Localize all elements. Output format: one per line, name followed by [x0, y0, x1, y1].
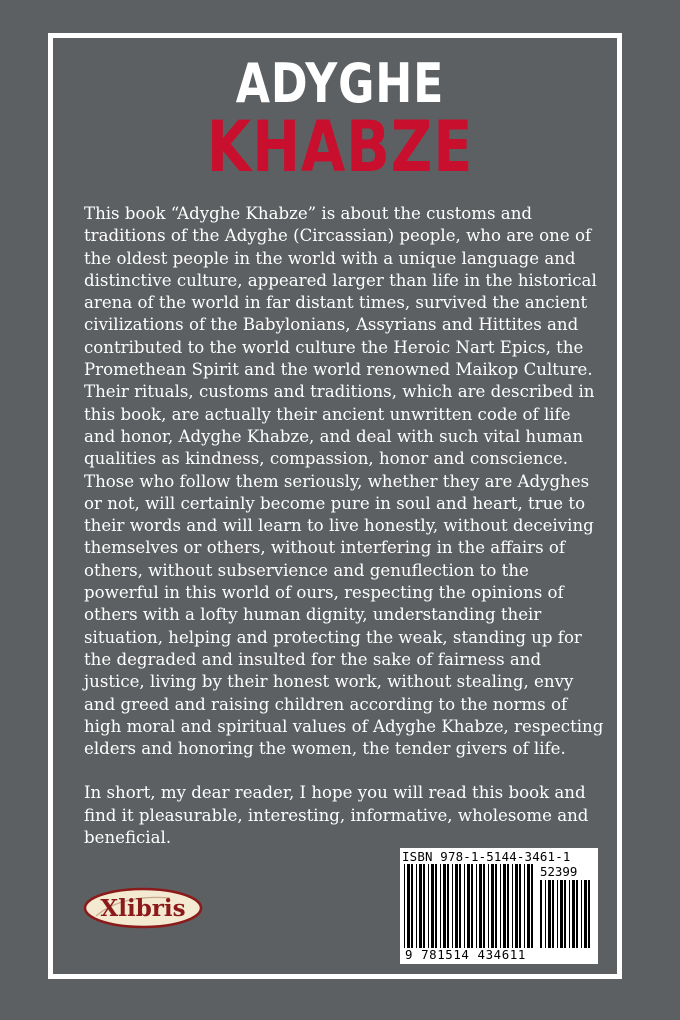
price-barcode	[540, 880, 596, 948]
barcode-bar	[452, 864, 453, 948]
barcode-bar	[443, 864, 446, 948]
barcode-bar	[515, 864, 518, 948]
barcode-bar	[512, 864, 513, 948]
barcode-bar	[557, 880, 558, 948]
description-paragraph-1: This book “Adyghe Khabze” is about the customs and traditions of the Adyghe (Circassian) people, who are one of the oldest people in the world with a unique language and distinctive culture, appeared larger than life in the historical arena of the world in far distant times, survived the ancient civilizations of the Babylonians, Assyrians and Hittites and contributed to the world culture the Heroic Nart Epics, the Promethean Spirit and the world renowned Maikop Culture. Their rituals, customs and traditions, which are described in this book, are actually their ancient unwritten code of life and honor, Adyghe Khabze, and deal with such vital human qualities as kindness, compassion, honor and conscience. Those who follow them seriously, whether they are Adyghes or not, will certainly become pure in soul and heart, true to their words and will learn to live honestly, without deceiving themselves or others, without interfering in the affairs of others, without subservience and genuflection to the powerful in this world of ours, respecting the opinions of others with a lofty human dignity, understanding their situation, helping and protecting the weak, standing up for the degraded and insulted for the sake of fairness and justice, living by their honest work, without stealing, envy and greed and raising children according to the norms of high moral and spiritual values of Adyghe Khabze, respecting elders and honoring the women, the tender givers of life.	[84, 204, 604, 759]
barcode-bar	[464, 864, 465, 948]
price-code: 52399	[540, 864, 578, 879]
barcode-bar	[552, 880, 554, 948]
barcode-bar	[540, 880, 542, 948]
xlibris-logo	[82, 886, 204, 930]
isbn-label: ISBN 978-1-5144-3461-1	[402, 849, 571, 864]
barcode-bar	[488, 864, 489, 948]
barcode-bar	[471, 864, 473, 948]
title-line-adyghe: ADYGHE	[235, 52, 445, 115]
barcode-bar	[416, 864, 417, 948]
barcode-bar	[588, 880, 590, 948]
barcode-bar	[495, 864, 497, 948]
barcode-bar	[581, 880, 582, 948]
barcode-bar	[503, 864, 506, 948]
isbn-barcode	[404, 864, 536, 948]
barcode-bar	[569, 880, 570, 948]
xlibris-logo-icon	[82, 886, 204, 930]
isbn-digits: 9 781514 434611	[405, 947, 526, 962]
barcode-bar	[560, 880, 563, 948]
barcode-bar	[467, 864, 470, 948]
barcode-bar	[576, 880, 578, 948]
barcode-bar	[507, 864, 509, 948]
barcode-bar	[524, 864, 525, 948]
barcode-bar	[483, 864, 485, 948]
barcode-bar	[455, 864, 458, 948]
xlibris-logo-text: Xlibris	[100, 895, 186, 922]
description-paragraph-2: In short, my dear reader, I hope you will read this book and find it pleasurable, interesting, informative, wholesome and beneficial.	[84, 783, 589, 848]
book-description	[84, 203, 604, 849]
barcode-bar	[428, 864, 429, 948]
barcode-bar	[447, 864, 449, 948]
barcode-bar	[476, 864, 477, 948]
barcode-bar	[572, 880, 575, 948]
title-line-khabze: KHABZE	[206, 106, 474, 188]
barcode-bar	[531, 864, 533, 948]
barcode-bar	[564, 880, 566, 948]
barcode-bar	[479, 864, 482, 948]
barcode-bar	[431, 864, 434, 948]
barcode-bar	[435, 864, 437, 948]
barcode-bar	[404, 864, 405, 948]
barcode-bar	[423, 864, 425, 948]
barcode-bar	[519, 864, 521, 948]
barcode-bar	[491, 864, 494, 948]
barcode-bar	[548, 880, 551, 948]
barcode-bar	[584, 880, 587, 948]
barcode-bar	[527, 864, 530, 948]
barcode-bar	[419, 864, 422, 948]
barcode-bar	[545, 880, 546, 948]
barcode-bar	[500, 864, 501, 948]
barcode-bar	[459, 864, 461, 948]
barcode-bar	[411, 864, 413, 948]
barcode-bar	[407, 864, 410, 948]
barcode-bar	[440, 864, 441, 948]
